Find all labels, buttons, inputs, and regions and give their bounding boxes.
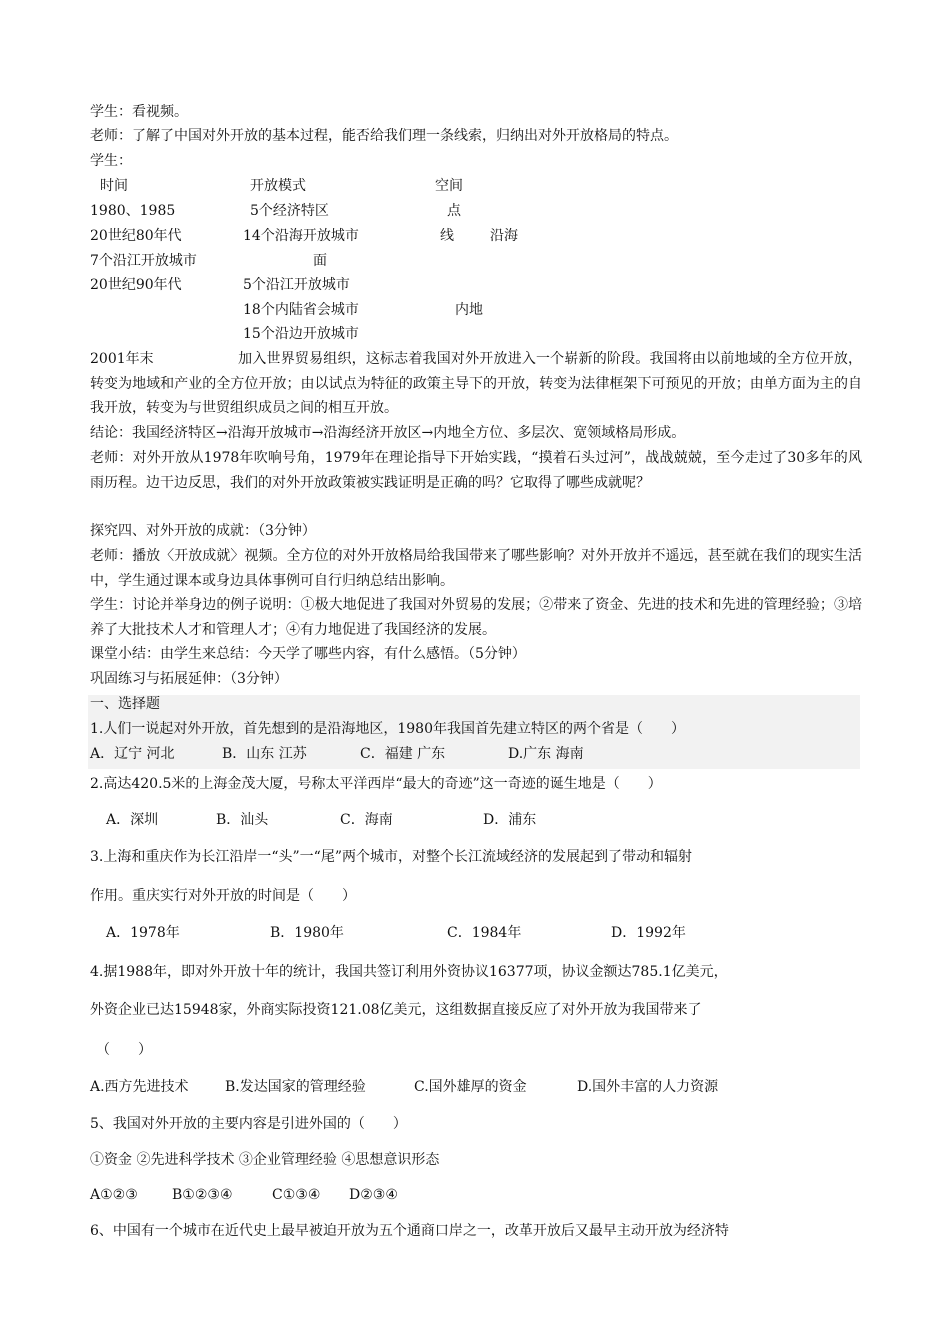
header-time: 时间 bbox=[100, 178, 128, 194]
row4-time: 20世纪90年代 bbox=[90, 277, 182, 293]
row6-mode: 15个沿边开放城市 bbox=[243, 326, 359, 342]
paragraph-2001 bbox=[90, 347, 862, 421]
q5-option-c: C①③④ bbox=[272, 1187, 321, 1203]
row1-space: 点 bbox=[447, 203, 461, 219]
q5-option-b: B①②③④ bbox=[172, 1187, 233, 1203]
row2-space: 线 bbox=[440, 228, 454, 244]
q4-stem-line1: 4.据1988年，即对外开放十年的统计，我国共签订利用外资协议16377项，协议金额达785.1亿美元， bbox=[90, 964, 728, 980]
class-summary: 课堂小结：由学生来总结：今天学了哪些内容，有什么感悟。（5分钟） bbox=[90, 646, 526, 662]
row1-mode: 5个经济特区 bbox=[250, 203, 329, 219]
student-watch-video: 学生：看视频。 bbox=[90, 104, 188, 120]
row2-mode: 14个沿海开放城市 bbox=[243, 228, 359, 244]
q2-stem: 2.高达420.5米的上海金茂大厦，号称太平洋西岸“最大的奇迹”这一奇迹的诞生地是（ ） bbox=[90, 776, 662, 792]
row2-region: 沿海 bbox=[490, 228, 518, 244]
q1-option-a: A．辽宁 河北 bbox=[90, 746, 175, 762]
q4-stem-line3: （ ） bbox=[96, 1042, 152, 1058]
q3-stem-line2: 作用。重庆实行对外开放的时间是（ ） bbox=[90, 888, 356, 904]
q5-items: ①资金 ②先进科学技术 ③企业管理经验 ④思想意识形态 bbox=[90, 1152, 440, 1168]
q5-option-d: D②③④ bbox=[349, 1187, 398, 1203]
student-label: 学生： bbox=[90, 153, 132, 169]
q4-option-c: C.国外雄厚的资金 bbox=[414, 1079, 527, 1095]
header-space: 空间 bbox=[435, 178, 463, 194]
teacher-question: 老师：了解了中国对外开放的基本过程，能否给我们理一条线索，归纳出对外开放格局的特点。 bbox=[90, 128, 678, 144]
q3-stem-line1: 3.上海和重庆作为长江沿岸一“头”一“尾”两个城市，对整个长江流域经济的发展起到了带动和辐射 bbox=[90, 849, 692, 865]
explore-four: 探究四、对外开放的成就：（3分钟） bbox=[90, 523, 316, 539]
q3-option-d: D．1992年 bbox=[611, 925, 686, 941]
q4-option-b: B.发达国家的管理经验 bbox=[225, 1079, 366, 1095]
row3-space: 面 bbox=[313, 253, 327, 269]
q2-option-a: A．深圳 bbox=[106, 812, 159, 828]
conclusion: 结论：我国经济特区→沿海开放城市→沿海经济开放区→内地全方位、多层次、宽领域格局形成。 bbox=[90, 425, 686, 441]
q3-option-a: A．1978年 bbox=[106, 925, 180, 941]
q3-option-b: B．1980年 bbox=[270, 925, 344, 941]
row3-time: 7个沿江开放城市 bbox=[90, 253, 197, 269]
row2-time: 20世纪80年代 bbox=[90, 228, 182, 244]
q1-option-b: B．山东 江苏 bbox=[222, 746, 307, 762]
q2-option-b: B．汕头 bbox=[216, 812, 269, 828]
student-discussion: 学生：讨论并举身边的例子说明：①极大地促进了我国对外贸易的发展；②带来了资金、先进的技术和先进的管理经验；③培养了大批技术人才和管理人才；④有力地促进了我国经济的发展。 bbox=[90, 597, 862, 638]
text-2001: 加入世界贸易组织，这标志着我国对外开放进入一个崭新的阶段。我国将由以前地域的全方位开放，转变为地域和产业的全方位开放；由以试点为特征的政策主导下的开放，转变为法律框架下可预见的开放；由单方面为主的自我开放，转变为与世贸组织成员之间的相互开放。 bbox=[90, 351, 862, 416]
teacher-reflection: 老师：对外开放从1978年吹响号角，1979年在理论指导下开始实践，“摸着石头过河”，战战兢兢，至今走过了30多年的风雨历程。边干边反思，我们的对外开放政策被实践证明是正确的吗？它取得了哪些成就呢？ bbox=[90, 450, 862, 491]
q6-stem: 6、中国有一个城市在近代史上最早被迫开放为五个通商口岸之一，改革开放后又最早主动开放为经济特 bbox=[90, 1223, 729, 1239]
q4-stem-line2: 外资企业已达15948家，外商实际投资121.08亿美元，这组数据直接反应了对外开放为我国带来了 bbox=[90, 1002, 702, 1018]
row5-space: 内地 bbox=[455, 302, 483, 318]
q1-option-d: D.广东 海南 bbox=[508, 746, 584, 762]
q2-option-c: C．海南 bbox=[340, 812, 393, 828]
teacher-video: 老师：播放〈开放成就〉视频。全方位的对外开放格局给我国带来了哪些影响？对外开放并不遥远，甚至就在我们的现实生活中，学生通过课本或身边具体事例可自行归纳总结出影响。 bbox=[90, 548, 862, 589]
label-2001: 2001年末 bbox=[90, 351, 154, 367]
row4-mode: 5个沿江开放城市 bbox=[243, 277, 350, 293]
row1-time: 1980、1985 bbox=[90, 203, 176, 219]
header-mode: 开放模式 bbox=[250, 178, 306, 194]
q4-option-d: D.国外丰富的人力资源 bbox=[577, 1079, 719, 1095]
q3-option-c: C．1984年 bbox=[447, 925, 522, 941]
q5-stem: 5、我国对外开放的主要内容是引进外国的（ ） bbox=[90, 1116, 407, 1132]
practice-heading: 巩固练习与拓展延伸：（3分钟） bbox=[90, 671, 288, 687]
q5-option-a: A①②③ bbox=[90, 1187, 138, 1203]
q1-option-c: C．福建 广东 bbox=[360, 746, 446, 762]
q2-option-d: D．浦东 bbox=[483, 812, 537, 828]
q4-option-a: A.西方先进技术 bbox=[90, 1079, 189, 1095]
q1-stem: 1.人们一说起对外开放，首先想到的是沿海地区，1980年我国首先建立特区的两个省是（ ） bbox=[90, 721, 685, 737]
section-choice: 一、选择题 bbox=[90, 696, 160, 712]
row5-mode: 18个内陆省会城市 bbox=[243, 302, 359, 318]
